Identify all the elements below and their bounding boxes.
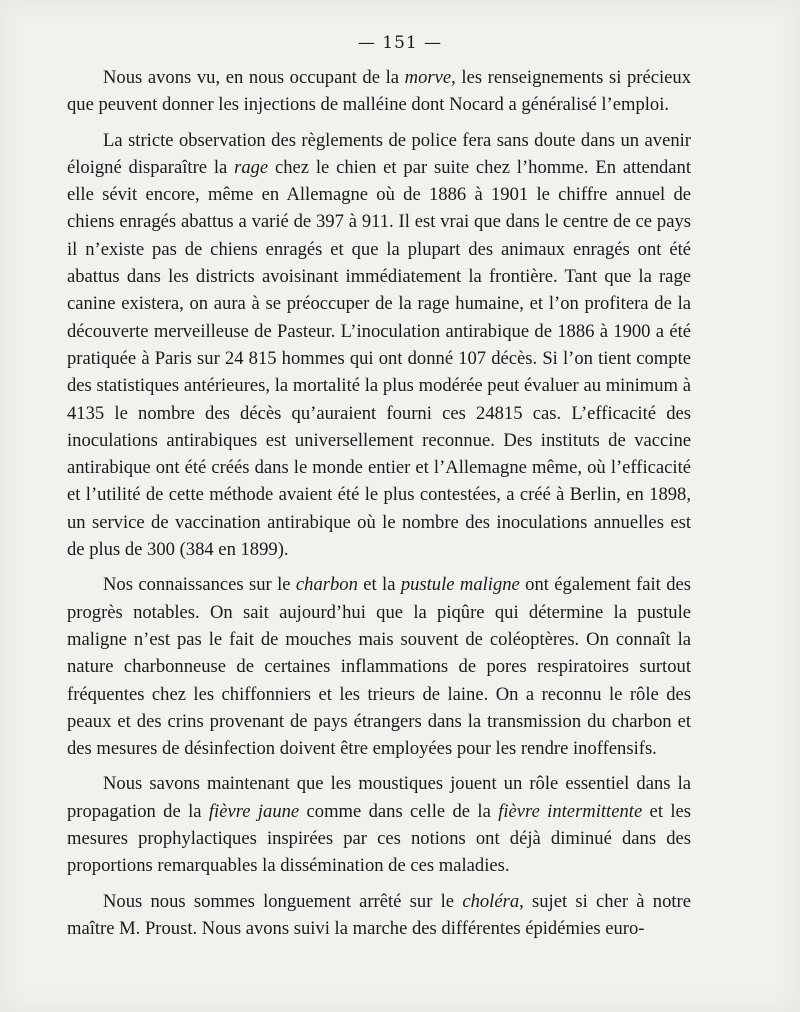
italic-term: charbon bbox=[295, 574, 358, 596]
text-run: Nous nous sommes longuement arrêté sur le bbox=[103, 890, 463, 912]
text-run: et la bbox=[357, 574, 401, 596]
text-run: , les renseignements si précieux que peuvent donner les injections de malléine dont Nocard a généralisé l’emploi. bbox=[67, 67, 691, 116]
text-run: Nous savons maintenant que les moustiques jouent un rôle essentiel dans la propagation de la bbox=[67, 773, 691, 822]
text-run: ont également fait des progrès notables. On sait aujourd’hui que la piqûre qui détermine la pustule maligne n’est pas le fait de mouches mais souvent de coléoptères. On connaît la nature charbonneuse de certaines inflammations de pores respiratoires surtout fréquentes chez les chiffonniers et les trieurs de laine. On a reconnu le rôle des peaux et des crins provenant de pays étrangers dans la transmission du charbon et des mesures de désinfection doivent être employées pour les rendre inoffensifs. bbox=[67, 574, 691, 760]
paragraph bbox=[67, 888, 691, 943]
paragraph bbox=[67, 770, 691, 879]
text-run: comme dans celle de la bbox=[299, 800, 499, 822]
body-text bbox=[67, 64, 691, 945]
text-run: Nous avons vu, en nous occupant de la bbox=[103, 67, 405, 88]
italic-term: fièvre intermittente bbox=[498, 800, 643, 822]
text-run: Nos connaissances sur le bbox=[103, 574, 296, 596]
paragraph bbox=[67, 64, 691, 119]
paragraph bbox=[67, 571, 691, 762]
text-run: , sujet si cher à notre maître M. Proust. Nous avons suivi la marche des différentes épidémies euro- bbox=[67, 890, 691, 939]
text-run: chez le chien et par suite chez l’homme. En attendant elle sévit encore, même en Allemagne où de 1886 à 1901 le chiffre annuel de chiens enragés abattus a varié de 397 à 911. Il est vrai que dans le centre de ce pays il n’existe pas de chiens enragés et que la plupart des animaux enragés ont été abattus dans les districts avoisinant immédiatement la frontière. Tant que la rage canine existera, on aura à se préoccuper de la rage humaine, et l’on profitera de la découverte merveilleuse de Pasteur. L’inoculation antirabique de 1886 à 1900 a été pratiquée à Paris sur 24 815 hommes qui ont donné 107 décès. Si l’on tient compte des statistiques antérieures, la mortalité la plus modérée peut évaluer au minimum à 4135 le nombre des décès qu’auraient fourni ces 24815 cas. L’efficacité des inoculations antirabiques est universellement reconnue. Des instituts de vaccine antirabique ont été créés dans le monde entier et l’Allemagne même, où l’efficacité et l’utilité de cette méthode avaient été le plus contestées, a créé à Berlin, en 1898, un service de vaccination antirabique où le nombre des inoculations annuelles est de plus de 300 (384 en 1899). bbox=[67, 156, 692, 561]
italic-term: fièvre jaune bbox=[208, 800, 300, 822]
italic-term: pustule maligne bbox=[400, 574, 520, 596]
text-run: et les mesures prophylactiques inspirées par ces notions ont déjà diminué dans des proportions remarquables la dissémination de ces maladies. bbox=[67, 800, 691, 877]
italic-term: rage bbox=[234, 156, 269, 178]
italic-term: morve bbox=[404, 67, 452, 88]
text-run: La stricte observation des règlements de police fera sans doute dans un avenir éloigné disparaître la bbox=[67, 129, 691, 178]
paragraph bbox=[67, 127, 691, 564]
page-number: — 151 — bbox=[357, 33, 443, 53]
italic-term: choléra bbox=[462, 890, 520, 912]
